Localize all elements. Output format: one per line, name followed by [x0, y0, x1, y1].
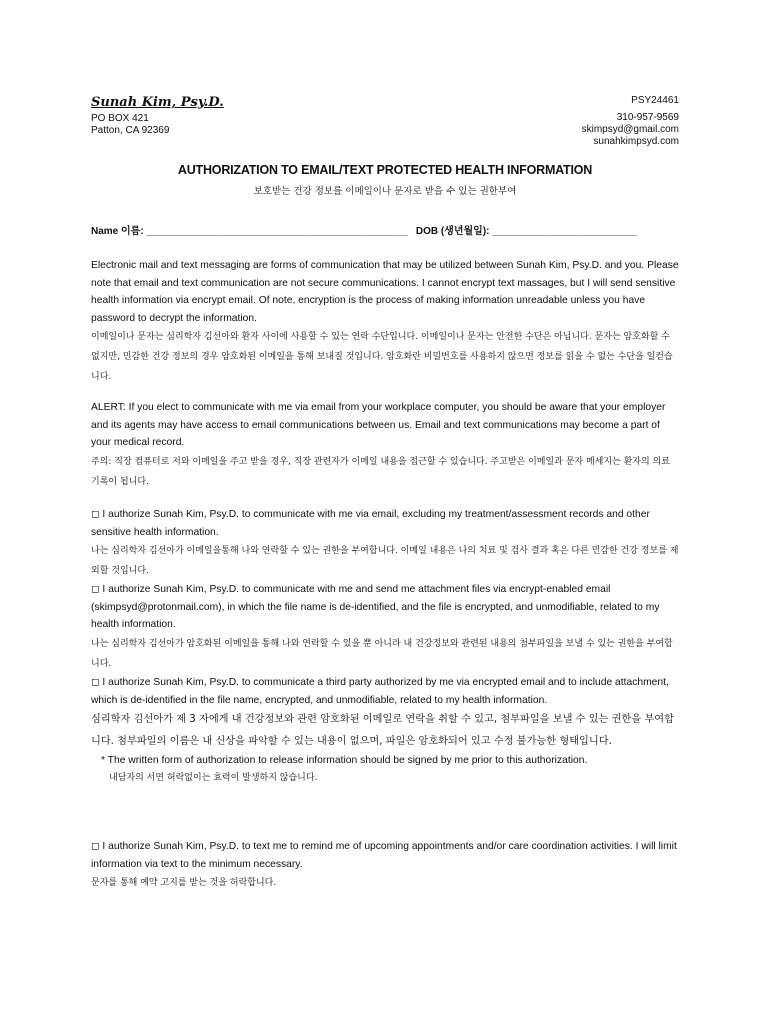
alert-section	[91, 399, 681, 492]
written-form-note-korean: 내담자의 서면 허락없이는 효력이 발생하지 않습니다.	[109, 772, 318, 783]
attachment-authorization-korean: 나는 심리학자 김선아가 암호화된 이메일을 통해 나와 연락할 수 있을 뿐 아니라 내 건강정보와 관련된 내용의 첨부파일을 보낼 수 있는 권한을 부여합니다.	[91, 638, 673, 669]
authorization-options	[91, 506, 681, 787]
intro-korean: 이메일이나 문자는 심리학자 김선아와 환자 사이에 사용할 수 있는 연락 수단입니다. 이메일이나 문자는 안전한 수단은 아닙니다. 문자는 암호화할 수 없지만, 민감한 건강 정보의 경우 암호화된 이메일을 통해 보내질 것입니다. 암호화란 비밀번호를 사용하지 않으면 정보를 읽을 수 없는 수단을 일컫습니다.	[91, 332, 673, 383]
document-subtitle: 보호받는 건강 정보를 이메일이나 문자로 받을 수 있는 권한부여	[253, 186, 517, 197]
intro-section	[91, 257, 681, 387]
intro-paragraph: Electronic mail and text messaging are forms of communication that may be utilized between Sunah Kim, Psy.D. and you. Please note that email and text communication are not secure communications. I cannot encrypt text massages, but I will send sensitive health information via encrypt email. Of note, encryption is the process of making information unreadable unless you have password to decrypt the information.	[91, 260, 679, 324]
practice-name: Sunah Kim, Psy.D.	[91, 95, 224, 110]
name-dob-row	[91, 222, 637, 237]
address-line-1: PO BOX 421	[91, 113, 149, 124]
email-authorization-option[interactable]: ◻ I authorize Sunah Kim, Psy.D. to communicate with me via email, excluding my treatment/assessment records and other sensitive health information.	[91, 509, 650, 538]
letterhead-left	[91, 95, 224, 137]
license-number: PSY24461	[631, 95, 679, 106]
third-party-authorization-option[interactable]: ◻ I authorize Sunah Kim, Psy.D. to communicate a third party authorized by me via encrypted email and to include attachment, which is de-identified in the file name, encrypted, and unmodifiable, related to my health information.	[91, 676, 669, 706]
name-field[interactable]: Name 이름: _______________________________________________	[91, 226, 408, 237]
attachment-authorization-option[interactable]: ◻ I authorize Sunah Kim, Psy.D. to communicate with me and send me attachment files via encrypt-enabled email (skimpsyd@protonmail.com), in which the file name is de-identified, and the file is encrypted, and unmodifiable, related to my health information.	[91, 584, 660, 631]
written-form-note-text: * The written form of authorization to release information should be signed by me prior to this authorization.	[101, 755, 588, 767]
address-line-2: Patton, CA 92369	[91, 125, 170, 136]
email-authorization-korean: 나는 심리학자 김선아가 이메일을통해 나와 연락할 수 있는 권한을 부여합니다. 이메일 내용은 나의 치료 및 검사 결과 혹은 다른 민감한 건강 정보를 제외할 것입니다.	[91, 546, 679, 577]
text-reminder-section	[91, 838, 681, 893]
phone-number: 310-957-9569	[616, 112, 679, 123]
text-reminder-korean: 문자를 통해 예약 고지를 받는 것을 허락합니다.	[91, 878, 277, 889]
written-form-note	[91, 752, 681, 787]
text-reminder-option[interactable]: ◻ I authorize Sunah Kim, Psy.D. to text me to remind me of upcoming appointments and/or care coordination activities. I will limit information via text to the minimum necessary.	[91, 841, 677, 870]
letterhead-right	[582, 95, 679, 148]
dob-field[interactable]: DOB (생년월일): __________________________	[415, 226, 637, 237]
document-title: AUTHORIZATION TO EMAIL/TEXT PROTECTED HEALTH INFORMATION	[177, 163, 593, 177]
third-party-authorization-korean: 심리학자 김선아가 제 3 자에게 내 건강정보와 관련 암호화된 이메일로 연락을 취할 수 있고, 첨부파일을 보낼 수 있는 권한을 부여합니다. 첨부파일의 이름은 내 신상을 파악할 수 있는 내용이 없으며, 파일은 암호화되어 있고 수정 불가능한 형태입니다.	[91, 714, 674, 747]
email-address: skimpsyd@gmail.com	[581, 124, 679, 135]
alert-korean: 주의: 직장 컴퓨터로 저와 이메일을 주고 받을 경우, 직장 관련자가 이메일 내용을 접근할 수 있습니다. 주고받은 이메일과 문자 메세지는 환자의 의료 기록이 됩니다.	[91, 456, 670, 487]
website: sunahkimpsyd.com	[593, 136, 679, 147]
alert-paragraph: ALERT: If you elect to communicate with me via email from your workplace computer, you should be aware that your employer and its agents may have access to email communications between us. Email and text communications may become a part of your medical record.	[91, 402, 666, 449]
